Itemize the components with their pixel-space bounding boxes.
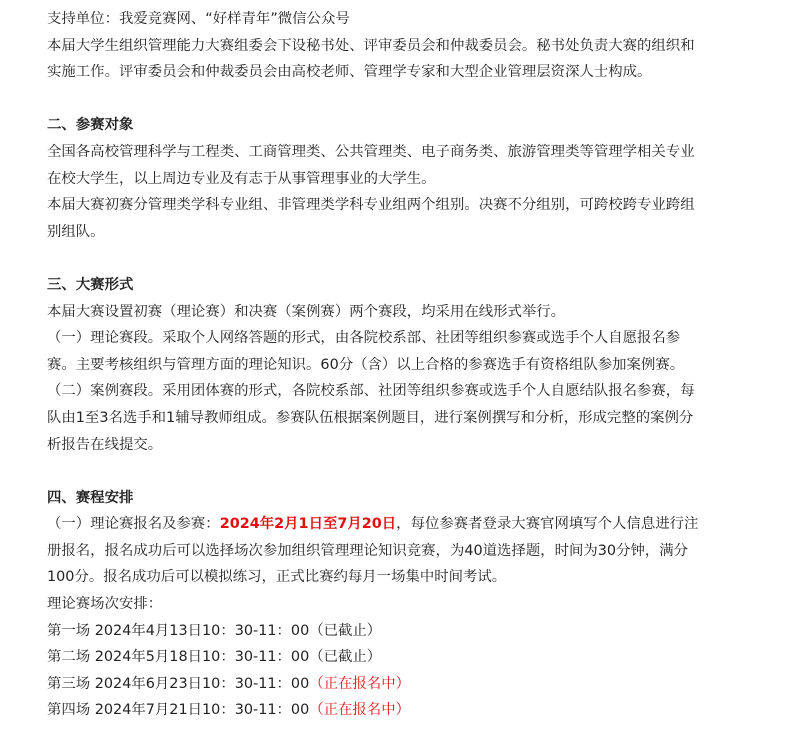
round-time: 第二场 2024年5月18日10：30-11：00 [47,649,310,666]
format-text: （二）案例赛段。采用团体赛的形式，各院校系部、社团等组织参赛或选手个人自愿结队报名参赛，每 [47,383,695,400]
registration-text: 册报名，报名成功后可以选择场次参加组织管理理论知识竞赛，为40道选择题，时间为30分钟，满分 [47,542,689,559]
participants-text: 全国各高校管理科学与工程类、工商管理类、公共管理类、电子商务类、旅游管理类等管理学相关专业 [47,143,695,160]
participants-text: 本届大赛初赛分管理类学科专业组、非管理类学科专业组两个组别。决赛不分组别，可跨校跨专业跨组 [47,197,695,214]
round-status: （已截止） [309,649,382,666]
format-text: 队由1至3名选手和1辅导教师组成。参赛队伍根据案例题目，进行案例撰写和分析，形成完整的案例分 [47,409,694,426]
round-status: （已截止） [309,622,382,639]
round-time: 第四场 2024年7月21日10：30-11：00 [47,702,310,719]
participants-text: 在校大学生，以上周边专业及有志于从事管理事业的大学生。 [47,170,436,187]
round-item [47,644,798,671]
format-text: 本届大赛设置初赛（理论赛）和决赛（案例赛）两个赛段，均采用在线形式举行。 [47,303,566,320]
registration-text [47,511,798,538]
round-status-open: （正在报名中） [309,702,410,719]
support-units: 支持单位：我爱竞赛网、“好样青年”微信公众号 [47,11,350,27]
registration-prefix: （一）理论赛报名及参赛： [47,516,220,533]
section-title-participants: 二、参赛对象 [47,117,134,134]
section-title-schedule: 四、赛程安排 [47,489,134,506]
organization-text: 本届大学生组织管理能力大赛组委会下设秘书处、评审委员会和仲裁委员会。秘书处负责大赛的组织和 [47,37,695,54]
registration-dates: 2024年2月1日至7月20日 [219,516,397,533]
round-time: 第三场 2024年6月23日10：30-11：00 [47,675,310,692]
registration-suffix: ，每位参赛者登录大赛官网填写个人信息进行注 [396,516,699,533]
round-item [47,671,798,698]
section-title-format: 三、大赛形式 [47,276,134,293]
round-item [47,697,798,724]
format-text: （一）理论赛段。采取个人网络答题的形式，由各院校系部、社团等组织参赛或选手个人自愿报名参 [47,330,681,347]
registration-text: 100分。报名成功后可以模拟练习，正式比赛约每月一场集中时间考试。 [47,569,507,586]
format-text: 赛。主要考核组织与管理方面的理论知识。60分（含）以上合格的参赛选手有资格组队参加案例赛。 [47,356,685,373]
organization-text: 实施工作。评审委员会和仲裁委员会由高校老师、管理学专家和大型企业管理层资深人士构成。 [47,64,652,81]
schedule-title: 理论赛场次安排： [47,596,163,613]
round-time: 第一场 2024年4月13日10：30-11：00 [47,622,310,639]
participants-text: 别组队。 [47,223,105,240]
round-item [47,618,798,645]
round-status-open: （正在报名中） [309,675,410,692]
format-text: 析报告在线提交。 [47,436,163,453]
